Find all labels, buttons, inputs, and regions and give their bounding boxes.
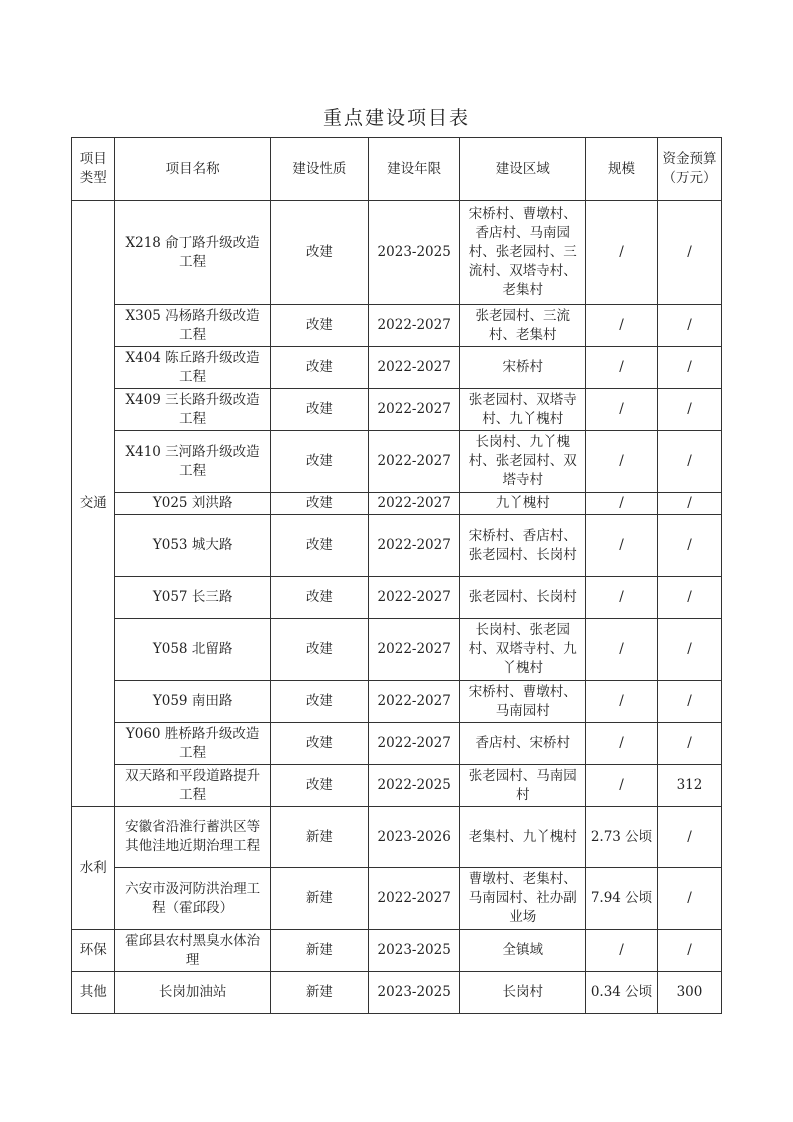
build-area-cell: 长岗村、张老园村、双塔寺村、九丫槐村 — [460, 619, 586, 681]
scale-cell: 0.34 公顷 — [586, 972, 658, 1014]
budget-cell: / — [657, 577, 721, 619]
build-nature-cell: 改建 — [270, 347, 368, 389]
table-row — [72, 807, 722, 868]
table-header-row — [72, 138, 722, 201]
build-nature-cell: 新建 — [270, 807, 368, 868]
scale-cell: / — [586, 305, 658, 347]
scale-cell: / — [586, 431, 658, 493]
budget-cell: / — [657, 201, 721, 305]
project-type-cell: 交通 — [72, 201, 115, 807]
table-row — [72, 619, 722, 681]
budget-cell: / — [657, 431, 721, 493]
header-type: 项目类型 — [72, 138, 115, 201]
build-nature-cell: 新建 — [270, 930, 368, 972]
project-type-cell: 其他 — [72, 972, 115, 1014]
build-nature-cell: 新建 — [270, 868, 368, 930]
scale-cell: / — [586, 347, 658, 389]
budget-cell: / — [657, 619, 721, 681]
table-row — [72, 972, 722, 1014]
build-years-cell: 2022-2027 — [369, 389, 460, 431]
budget-cell: 300 — [657, 972, 721, 1014]
build-nature-cell: 改建 — [270, 305, 368, 347]
build-nature-cell: 改建 — [270, 493, 368, 515]
scale-cell: / — [586, 201, 658, 305]
project-name-cell: Y057 长三路 — [115, 577, 270, 619]
header-name: 项目名称 — [115, 138, 270, 201]
budget-cell: / — [657, 681, 721, 723]
build-years-cell: 2022-2027 — [369, 515, 460, 577]
table-row — [72, 681, 722, 723]
build-area-cell: 张老园村、双塔寺村、九丫槐村 — [460, 389, 586, 431]
table-row — [72, 305, 722, 347]
build-nature-cell: 改建 — [270, 681, 368, 723]
build-nature-cell: 改建 — [270, 201, 368, 305]
header-years: 建设年限 — [369, 138, 460, 201]
build-area-cell: 宋桥村、曹墩村、马南园村 — [460, 681, 586, 723]
table-row — [72, 347, 722, 389]
build-nature-cell: 改建 — [270, 577, 368, 619]
build-years-cell: 2022-2025 — [369, 765, 460, 807]
project-name-cell: X305 冯杨路升级改造工程 — [115, 305, 270, 347]
budget-cell: / — [657, 723, 721, 765]
table-body — [72, 201, 722, 1014]
project-name-cell: Y058 北留路 — [115, 619, 270, 681]
project-name-cell: X410 三河路升级改造工程 — [115, 431, 270, 493]
build-nature-cell: 改建 — [270, 431, 368, 493]
project-name-cell: 长岗加油站 — [115, 972, 270, 1014]
project-type-cell: 环保 — [72, 930, 115, 972]
build-area-cell: 宋桥村、香店村、张老园村、长岗村 — [460, 515, 586, 577]
budget-cell: / — [657, 389, 721, 431]
build-area-cell: 全镇域 — [460, 930, 586, 972]
build-area-cell: 曹墩村、老集村、马南园村、社办副业场 — [460, 868, 586, 930]
build-nature-cell: 改建 — [270, 515, 368, 577]
build-years-cell: 2023-2025 — [369, 201, 460, 305]
budget-cell: 312 — [657, 765, 721, 807]
build-years-cell: 2022-2027 — [369, 493, 460, 515]
build-area-cell: 老集村、九丫槐村 — [460, 807, 586, 868]
budget-cell: / — [657, 347, 721, 389]
scale-cell: 7.94 公顷 — [586, 868, 658, 930]
build-area-cell: 宋桥村、曹墩村、香店村、马南园村、张老园村、三流村、双塔寺村、老集村 — [460, 201, 586, 305]
build-nature-cell: 改建 — [270, 619, 368, 681]
build-years-cell: 2022-2027 — [369, 431, 460, 493]
scale-cell: / — [586, 619, 658, 681]
build-years-cell: 2022-2027 — [369, 681, 460, 723]
scale-cell: / — [586, 723, 658, 765]
build-years-cell: 2022-2027 — [369, 577, 460, 619]
build-area-cell: 香店村、宋桥村 — [460, 723, 586, 765]
scale-cell: / — [586, 389, 658, 431]
page-title: 重点建设项目表 — [322, 107, 470, 129]
build-nature-cell: 改建 — [270, 723, 368, 765]
scale-cell: / — [586, 577, 658, 619]
project-table — [71, 137, 722, 1014]
table-row — [72, 577, 722, 619]
table-row — [72, 493, 722, 515]
build-years-cell: 2023-2025 — [369, 930, 460, 972]
build-area-cell: 九丫槐村 — [460, 493, 586, 515]
project-name-cell: X409 三长路升级改造工程 — [115, 389, 270, 431]
scale-cell: / — [586, 493, 658, 515]
build-area-cell: 张老园村、三流村、老集村 — [460, 305, 586, 347]
build-area-cell: 长岗村、九丫槐村、张老园村、双塔寺村 — [460, 431, 586, 493]
build-years-cell: 2022-2027 — [369, 305, 460, 347]
table-row — [72, 868, 722, 930]
project-name-cell: 双天路和平段道路提升工程 — [115, 765, 270, 807]
build-years-cell: 2023-2026 — [369, 807, 460, 868]
table-row — [72, 723, 722, 765]
scale-cell: / — [586, 515, 658, 577]
table-row — [72, 515, 722, 577]
project-name-cell: Y053 城大路 — [115, 515, 270, 577]
table-row — [72, 389, 722, 431]
budget-cell: / — [657, 305, 721, 347]
project-name-cell: X404 陈丘路升级改造工程 — [115, 347, 270, 389]
scale-cell: / — [586, 681, 658, 723]
budget-cell: / — [657, 807, 721, 868]
project-name-cell: Y025 刘洪路 — [115, 493, 270, 515]
table-row — [72, 201, 722, 305]
build-nature-cell: 新建 — [270, 972, 368, 1014]
build-years-cell: 2022-2027 — [369, 347, 460, 389]
table-row — [72, 930, 722, 972]
header-area: 建设区域 — [460, 138, 586, 201]
build-nature-cell: 改建 — [270, 389, 368, 431]
scale-cell: / — [586, 930, 658, 972]
header-scale: 规模 — [586, 138, 658, 201]
build-nature-cell: 改建 — [270, 765, 368, 807]
header-budget: 资金预算（万元） — [657, 138, 721, 201]
project-name-cell: 霍邱县农村黑臭水体治理 — [115, 930, 270, 972]
build-area-cell: 宋桥村 — [460, 347, 586, 389]
table-row — [72, 765, 722, 807]
project-name-cell: 安徽省沿淮行蓄洪区等其他洼地近期治理工程 — [115, 807, 270, 868]
build-area-cell: 张老园村、马南园村 — [460, 765, 586, 807]
project-name-cell: Y060 胜桥路升级改造工程 — [115, 723, 270, 765]
build-area-cell: 张老园村、长岗村 — [460, 577, 586, 619]
budget-cell: / — [657, 930, 721, 972]
project-name-cell: 六安市汲河防洪治理工程（霍邱段） — [115, 868, 270, 930]
budget-cell: / — [657, 493, 721, 515]
budget-cell: / — [657, 515, 721, 577]
table-row — [72, 431, 722, 493]
build-years-cell: 2022-2027 — [369, 723, 460, 765]
budget-cell: / — [657, 868, 721, 930]
project-name-cell: X218 俞丁路升级改造工程 — [115, 201, 270, 305]
header-nature: 建设性质 — [270, 138, 368, 201]
project-type-cell: 水利 — [72, 807, 115, 930]
project-name-cell: Y059 南田路 — [115, 681, 270, 723]
build-area-cell: 长岗村 — [460, 972, 586, 1014]
scale-cell: / — [586, 765, 658, 807]
scale-cell: 2.73 公顷 — [586, 807, 658, 868]
build-years-cell: 2022-2027 — [369, 619, 460, 681]
build-years-cell: 2022-2027 — [369, 868, 460, 930]
build-years-cell: 2023-2025 — [369, 972, 460, 1014]
